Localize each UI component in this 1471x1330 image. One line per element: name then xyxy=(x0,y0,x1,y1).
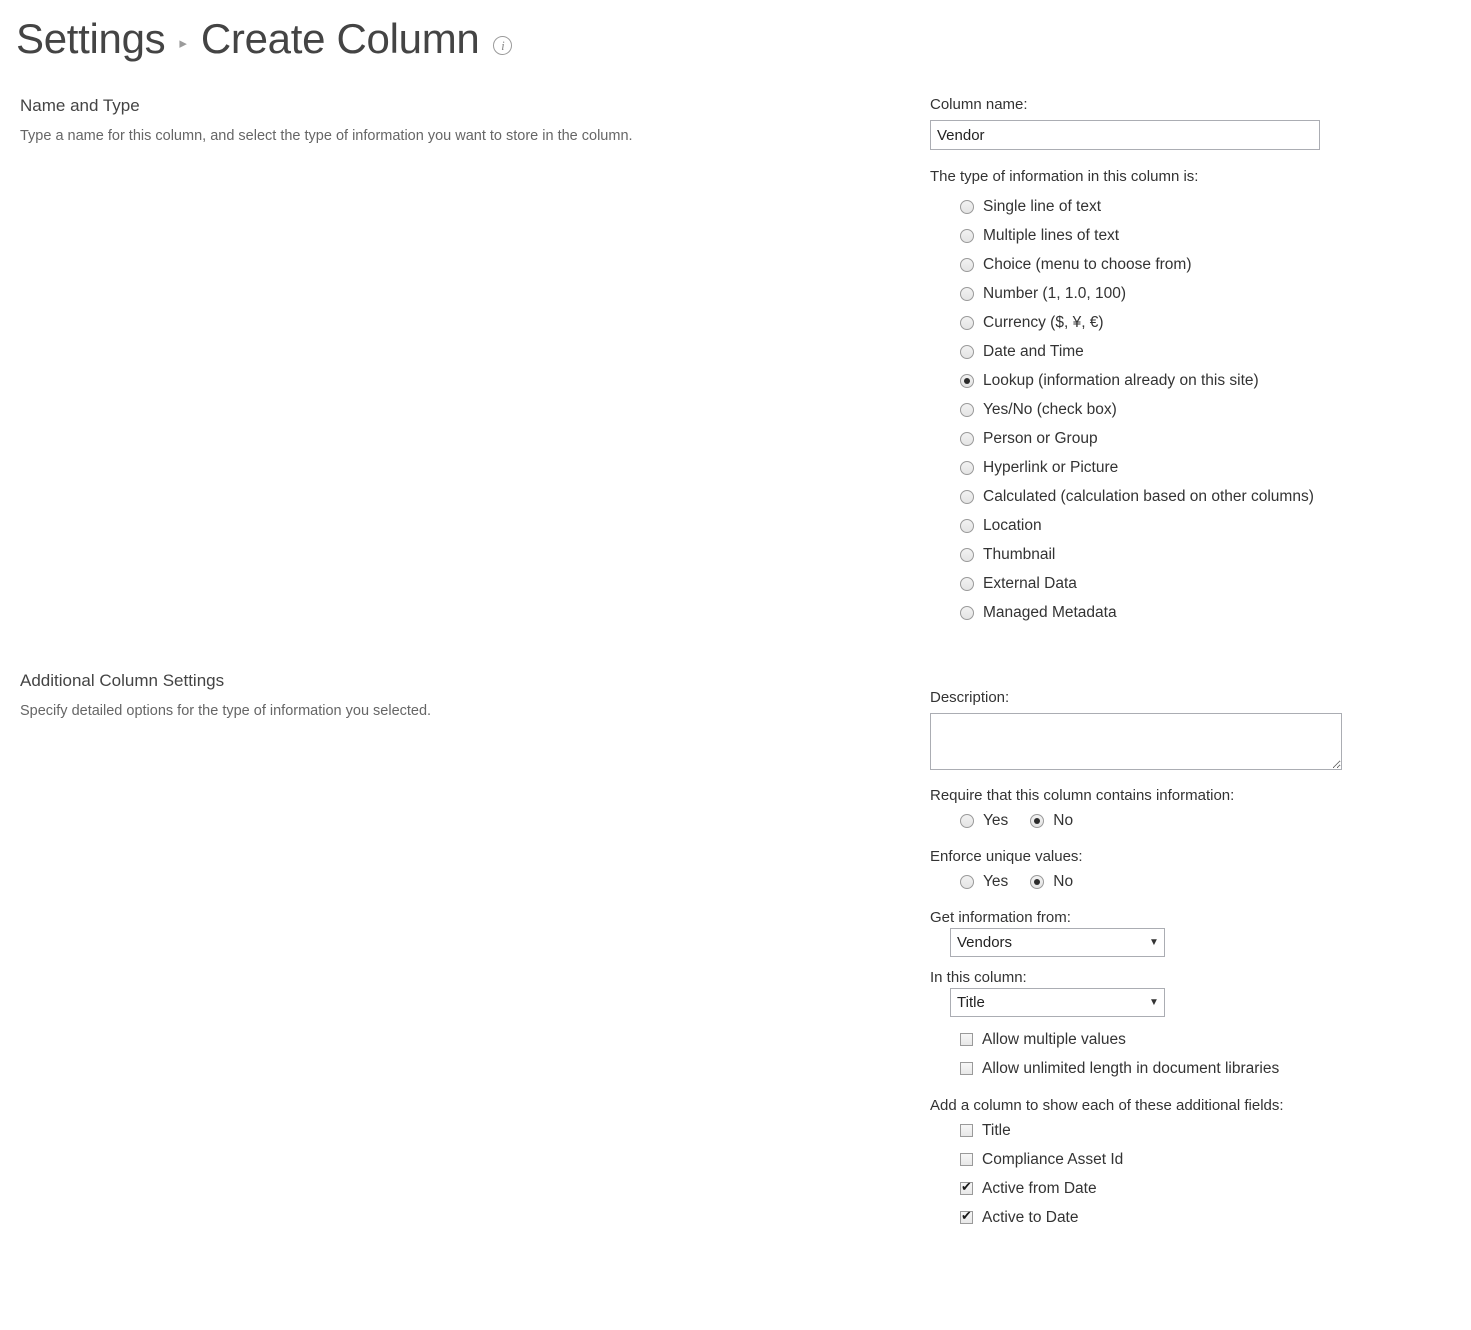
radio-icon[interactable] xyxy=(960,875,974,889)
radio-label: No xyxy=(1053,873,1074,890)
checkbox-label: Compliance Asset Id xyxy=(982,1150,1124,1168)
description-label: Description: xyxy=(930,689,1010,706)
radio-icon[interactable] xyxy=(1030,875,1044,889)
checkbox-icon[interactable] xyxy=(960,1124,973,1137)
type-option-label: Person or Group xyxy=(983,429,1098,447)
checkbox-icon[interactable] xyxy=(960,1033,973,1046)
column-name-input[interactable] xyxy=(930,120,1320,150)
type-option-label: Lookup (information already on this site) xyxy=(983,371,1259,389)
in-this-column-select[interactable] xyxy=(950,988,1165,1017)
type-option-calculated[interactable] xyxy=(960,482,1471,511)
radio-icon[interactable] xyxy=(960,229,974,243)
enforce-unique-values-label: Enforce unique values: xyxy=(930,848,1083,865)
radio-icon[interactable] xyxy=(960,577,974,591)
type-of-information-label: The type of information in this column is: xyxy=(930,168,1199,185)
select-value: Title xyxy=(957,994,985,1011)
radio-icon[interactable] xyxy=(960,548,974,562)
section-description: Type a name for this column, and select the type of information you want to store in the column. xyxy=(20,128,633,144)
allow-multiple-values-checkbox-row[interactable] xyxy=(960,1025,1471,1054)
additional-field-title[interactable] xyxy=(960,1116,1471,1145)
type-option-yes-no[interactable] xyxy=(960,395,1471,424)
radio-icon[interactable] xyxy=(960,374,974,388)
type-option-label: Managed Metadata xyxy=(983,603,1117,621)
radio-icon[interactable] xyxy=(960,519,974,533)
breadcrumb-separator-icon: ▸ xyxy=(179,35,187,52)
radio-icon[interactable] xyxy=(1030,814,1044,828)
radio-icon[interactable] xyxy=(960,490,974,504)
radio-icon[interactable] xyxy=(960,461,974,475)
enforce-unique-yes[interactable] xyxy=(960,868,1008,897)
chevron-down-icon[interactable]: ▼ xyxy=(1144,929,1164,956)
type-option-multiple-lines-of-text[interactable] xyxy=(960,221,1471,250)
radio-label: Yes xyxy=(983,873,1009,890)
type-option-thumbnail[interactable] xyxy=(960,540,1471,569)
type-option-label: External Data xyxy=(983,574,1077,592)
section-additional-column-settings xyxy=(0,671,1471,1232)
radio-icon[interactable] xyxy=(960,258,974,272)
radio-icon[interactable] xyxy=(960,814,974,828)
radio-label: Yes xyxy=(983,812,1009,829)
checkbox-label: Allow multiple values xyxy=(982,1030,1126,1048)
type-of-information-radio-group xyxy=(930,192,1471,627)
checkbox-icon[interactable] xyxy=(960,1211,973,1224)
type-option-label: Multiple lines of text xyxy=(983,226,1120,244)
checkbox-label: Active from Date xyxy=(982,1179,1097,1197)
allow-unlimited-length-checkbox-row[interactable] xyxy=(960,1054,1471,1083)
select-value: Vendors xyxy=(957,934,1013,951)
checkbox-label: Title xyxy=(982,1121,1011,1139)
type-option-label: Number (1, 1.0, 100) xyxy=(983,284,1127,302)
radio-icon[interactable] xyxy=(960,403,974,417)
require-information-yes[interactable] xyxy=(960,807,1008,836)
type-option-location[interactable] xyxy=(960,511,1471,540)
additional-fields-checkbox-group xyxy=(930,1116,1471,1232)
type-option-currency[interactable] xyxy=(960,308,1471,337)
type-option-label: Thumbnail xyxy=(983,545,1056,563)
require-information-label: Require that this column contains information: xyxy=(930,787,1235,804)
additional-field-active-from-date[interactable] xyxy=(960,1174,1471,1203)
column-name-label: Column name: xyxy=(930,96,1028,113)
enforce-unique-values-radio-group xyxy=(960,867,1471,897)
section-title: Additional Column Settings xyxy=(20,671,225,690)
radio-icon[interactable] xyxy=(960,200,974,214)
section-name-and-type-fields xyxy=(930,96,1471,627)
type-option-label: Calculated (calculation based on other columns) xyxy=(983,487,1314,505)
get-information-from-label: Get information from: xyxy=(930,909,1071,926)
additional-field-compliance-asset-id[interactable] xyxy=(960,1145,1471,1174)
description-textarea[interactable] xyxy=(930,713,1342,770)
checkbox-icon[interactable] xyxy=(960,1062,973,1075)
type-option-managed-metadata[interactable] xyxy=(960,598,1471,627)
type-option-hyperlink-or-picture[interactable] xyxy=(960,453,1471,482)
radio-icon[interactable] xyxy=(960,345,974,359)
type-option-external-data[interactable] xyxy=(960,569,1471,598)
type-option-single-line-of-text[interactable] xyxy=(960,192,1471,221)
section-name-and-type xyxy=(0,96,1471,627)
radio-icon[interactable] xyxy=(960,432,974,446)
page-title: Create Column xyxy=(200,15,480,62)
type-option-lookup[interactable] xyxy=(960,366,1471,395)
section-name-and-type-text xyxy=(0,96,930,627)
checkbox-label: Allow unlimited length in document libraries xyxy=(982,1059,1280,1077)
type-option-label: Yes/No (check box) xyxy=(983,400,1117,418)
breadcrumb-settings-link[interactable]: Settings xyxy=(16,15,166,62)
type-option-label: Single line of text xyxy=(983,197,1102,215)
in-this-column-label: In this column: xyxy=(930,969,1027,986)
radio-icon[interactable] xyxy=(960,316,974,330)
require-information-no[interactable] xyxy=(1030,807,1073,836)
breadcrumb xyxy=(0,0,1471,70)
section-additional-text xyxy=(0,671,930,1232)
type-option-date-and-time[interactable] xyxy=(960,337,1471,366)
radio-icon[interactable] xyxy=(960,287,974,301)
type-option-number[interactable] xyxy=(960,279,1471,308)
type-option-choice[interactable] xyxy=(960,250,1471,279)
type-option-person-or-group[interactable] xyxy=(960,424,1471,453)
type-option-label: Location xyxy=(983,516,1042,534)
chevron-down-icon[interactable]: ▼ xyxy=(1144,989,1164,1016)
radio-icon[interactable] xyxy=(960,606,974,620)
info-icon[interactable]: i xyxy=(493,36,512,55)
section-additional-fields xyxy=(930,671,1471,1232)
enforce-unique-no[interactable] xyxy=(1030,868,1073,897)
radio-label: No xyxy=(1053,812,1074,829)
type-option-label: Date and Time xyxy=(983,342,1084,360)
section-description: Specify detailed options for the type of information you selected. xyxy=(20,703,432,719)
require-information-radio-group xyxy=(960,806,1471,836)
type-option-label: Choice (menu to choose from) xyxy=(983,255,1192,273)
type-option-label: Currency ($, ¥, €) xyxy=(983,313,1104,331)
get-information-from-select[interactable] xyxy=(950,928,1165,957)
checkbox-label: Active to Date xyxy=(982,1208,1079,1226)
type-option-label: Hyperlink or Picture xyxy=(983,458,1119,476)
checkbox-icon[interactable] xyxy=(960,1182,973,1195)
section-title: Name and Type xyxy=(20,96,140,115)
additional-fields-label: Add a column to show each of these additional fields: xyxy=(930,1097,1284,1114)
additional-field-active-to-date[interactable] xyxy=(960,1203,1471,1232)
checkbox-icon[interactable] xyxy=(960,1153,973,1166)
